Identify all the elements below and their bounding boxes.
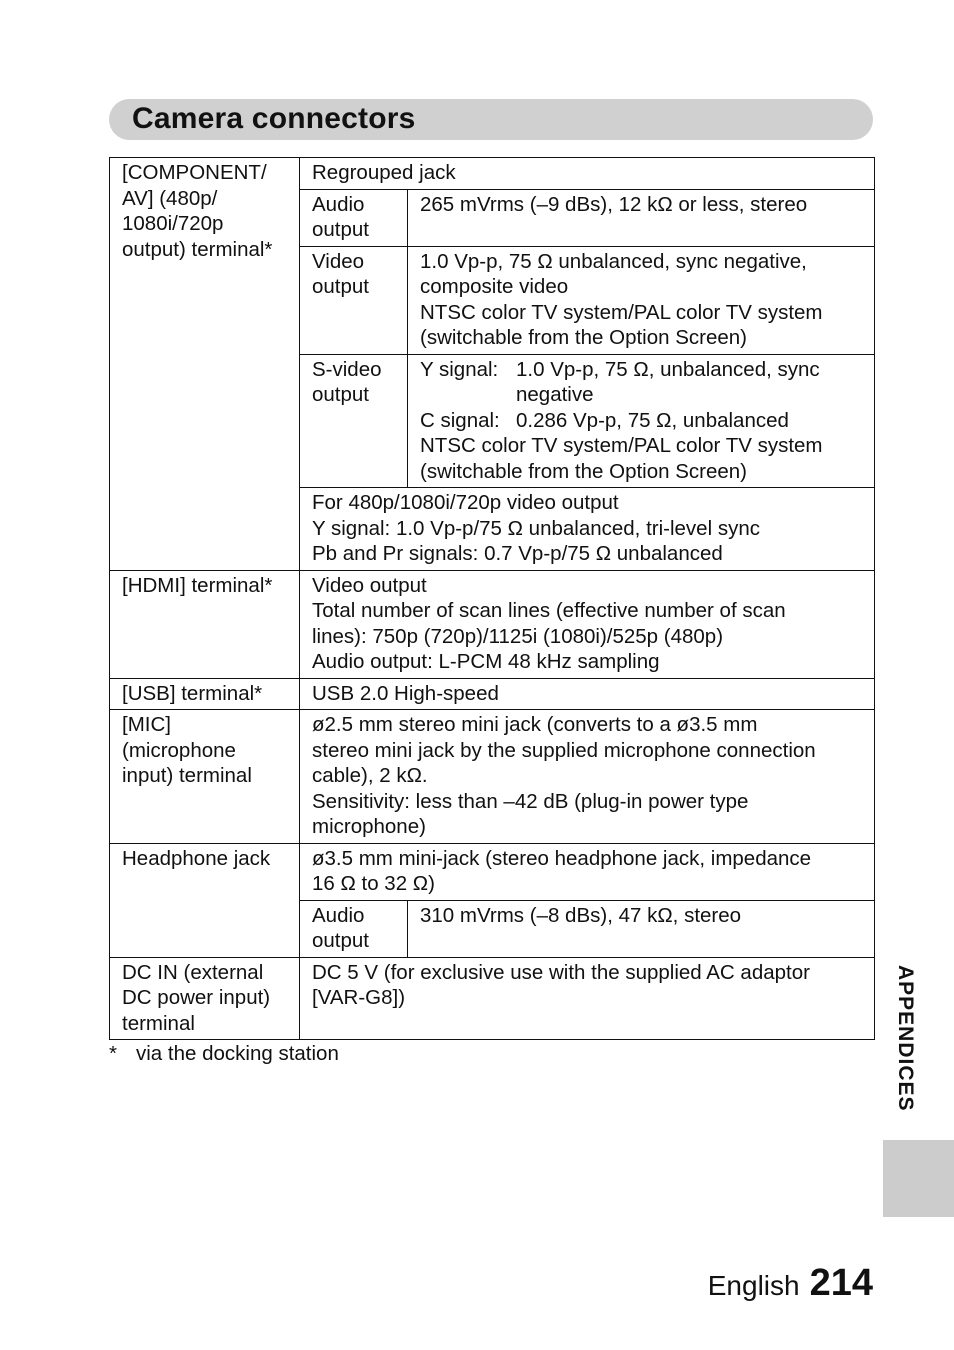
page-number-value: 214 [809, 1262, 873, 1304]
video-output-value: 1.0 Vp-p, 75 Ω unbalanced, sync negative, [420, 249, 807, 273]
usb-value-cell [300, 678, 875, 710]
connectors-table [109, 157, 875, 1040]
mic-value-line: cable), 2 kΩ. [312, 764, 428, 787]
footnote [109, 1040, 339, 1068]
component-terminal-line: 1080i/720p [122, 212, 224, 235]
hdmi-value-cell [300, 570, 875, 678]
regrouped-jack-text: Regrouped jack [312, 161, 456, 184]
dcin-value-cell [300, 957, 875, 1040]
hdmi-terminal-cell [110, 570, 300, 678]
hd-output-line: Y signal: 1.0 Vp-p/75 Ω unbalanced, tri-level sync [312, 516, 760, 540]
usb-terminal-cell [110, 678, 300, 710]
table-row [110, 710, 875, 844]
audio-output-value: 265 mVrms (–9 dBs), 12 kΩ or less, stereo [420, 192, 808, 216]
hd-output-line: For 480p/1080i/720p video output [312, 491, 619, 514]
video-output-label-cell [300, 246, 408, 354]
headphone-value-line: ø3.5 mm mini-jack (stereo headphone jack, impedance [312, 846, 812, 870]
headphone-audio-label: output [312, 929, 369, 952]
mic-value-line: Sensitivity: less than –42 dB (plug-in power type [312, 789, 749, 813]
video-output-value: NTSC color TV system/PAL color TV system [420, 300, 823, 324]
video-output-label: output [312, 275, 369, 298]
mic-value-line: ø2.5 mm stereo mini jack (converts to a ø3.5 mm [312, 713, 758, 736]
c-signal-value: 0.286 Vp-p, 75 Ω, unbalanced [516, 408, 789, 432]
dcin-terminal-line: DC power input) [122, 986, 271, 1009]
svideo-extra: (switchable from the Option Screen) [420, 459, 747, 483]
c-signal-row [420, 408, 862, 434]
svideo-output-value-cell [408, 354, 875, 488]
regrouped-jack-cell [300, 158, 875, 190]
footnote-text: via the docking station [136, 1042, 339, 1065]
audio-output-label-cell [300, 189, 408, 246]
table-row [110, 678, 875, 710]
svideo-output-label: output [312, 383, 369, 406]
svideo-extra: NTSC color TV system/PAL color TV system [420, 434, 823, 457]
hd-output-cell [300, 488, 875, 571]
component-terminal-cell [110, 158, 300, 571]
dcin-value-line: [VAR-G8]) [312, 986, 406, 1009]
mic-value-cell [300, 710, 875, 844]
section-side-tab [883, 1140, 954, 1217]
video-output-value: (switchable from the Option Screen) [420, 326, 747, 349]
y-signal-value [516, 357, 820, 408]
y-signal-value-line: 1.0 Vp-p, 75 Ω, unbalanced, sync [516, 357, 820, 381]
video-output-label: Video [312, 249, 365, 273]
footnote-mark: * [109, 1042, 117, 1065]
component-terminal-line: output) terminal* [122, 237, 273, 261]
section-side-label: APPENDICES [894, 965, 917, 1112]
headphone-audio-value-cell [408, 900, 875, 957]
component-terminal-line: [COMPONENT/ [122, 161, 267, 184]
hdmi-terminal-label: [HDMI] terminal* [122, 573, 273, 597]
hdmi-value-line: Total number of scan lines (effective number of scan [312, 599, 786, 622]
table-row [110, 158, 875, 190]
audio-output-label: output [312, 218, 369, 241]
dcin-value-line: DC 5 V (for exclusive use with the supplied AC adaptor [312, 960, 810, 984]
video-output-value: composite video [420, 275, 569, 298]
page-number [708, 1262, 873, 1305]
mic-terminal-line: input) terminal [122, 764, 252, 787]
hdmi-value-line: Video output [312, 573, 427, 597]
c-signal-label: C signal: [420, 408, 500, 432]
y-signal-value-line: negative [516, 383, 594, 406]
y-signal-row [420, 357, 862, 408]
headphone-value-line: 16 Ω to 32 Ω) [312, 872, 435, 895]
page-title: Camera connectors [132, 102, 416, 135]
y-signal-label: Y signal: [420, 357, 499, 381]
mic-terminal-line: (microphone [122, 738, 236, 762]
headphone-value-cell [300, 843, 875, 900]
mic-terminal-line: [MIC] [122, 713, 171, 736]
page-language: English [707, 1270, 800, 1301]
mic-value-line: stereo mini jack by the supplied microphone connection [312, 738, 816, 762]
usb-terminal-label: [USB] terminal* [122, 681, 263, 705]
mic-terminal-cell [110, 710, 300, 844]
component-terminal-line: AV] (480p/ [122, 186, 218, 210]
headphone-terminal-cell [110, 843, 300, 957]
headphone-audio-label: Audio [312, 903, 365, 927]
table-row [110, 570, 875, 678]
hdmi-value-line: lines): 750p (720p)/1125i (1080i)/525p (480p) [312, 624, 724, 648]
table-row [110, 843, 875, 900]
video-output-value-cell [408, 246, 875, 354]
audio-output-label: Audio [312, 192, 365, 216]
dcin-terminal-line: terminal [122, 1011, 195, 1035]
usb-value: USB 2.0 High-speed [312, 681, 499, 705]
headphone-terminal-label: Headphone jack [122, 846, 271, 870]
hdmi-value-line: Audio output: L-PCM 48 kHz sampling [312, 650, 660, 673]
svideo-output-label: S-video [312, 357, 382, 381]
svideo-output-label-cell [300, 354, 408, 488]
mic-value-line: microphone) [312, 815, 426, 838]
headphone-audio-value: 310 mVrms (–8 dBs), 47 kΩ, stereo [420, 903, 742, 927]
audio-output-value-cell [408, 189, 875, 246]
table-row [110, 957, 875, 1040]
dcin-terminal-line: DC IN (external [122, 960, 264, 984]
headphone-audio-label-cell [300, 900, 408, 957]
hd-output-line: Pb and Pr signals: 0.7 Vp-p/75 Ω unbalanced [312, 542, 723, 565]
dcin-terminal-cell [110, 957, 300, 1040]
